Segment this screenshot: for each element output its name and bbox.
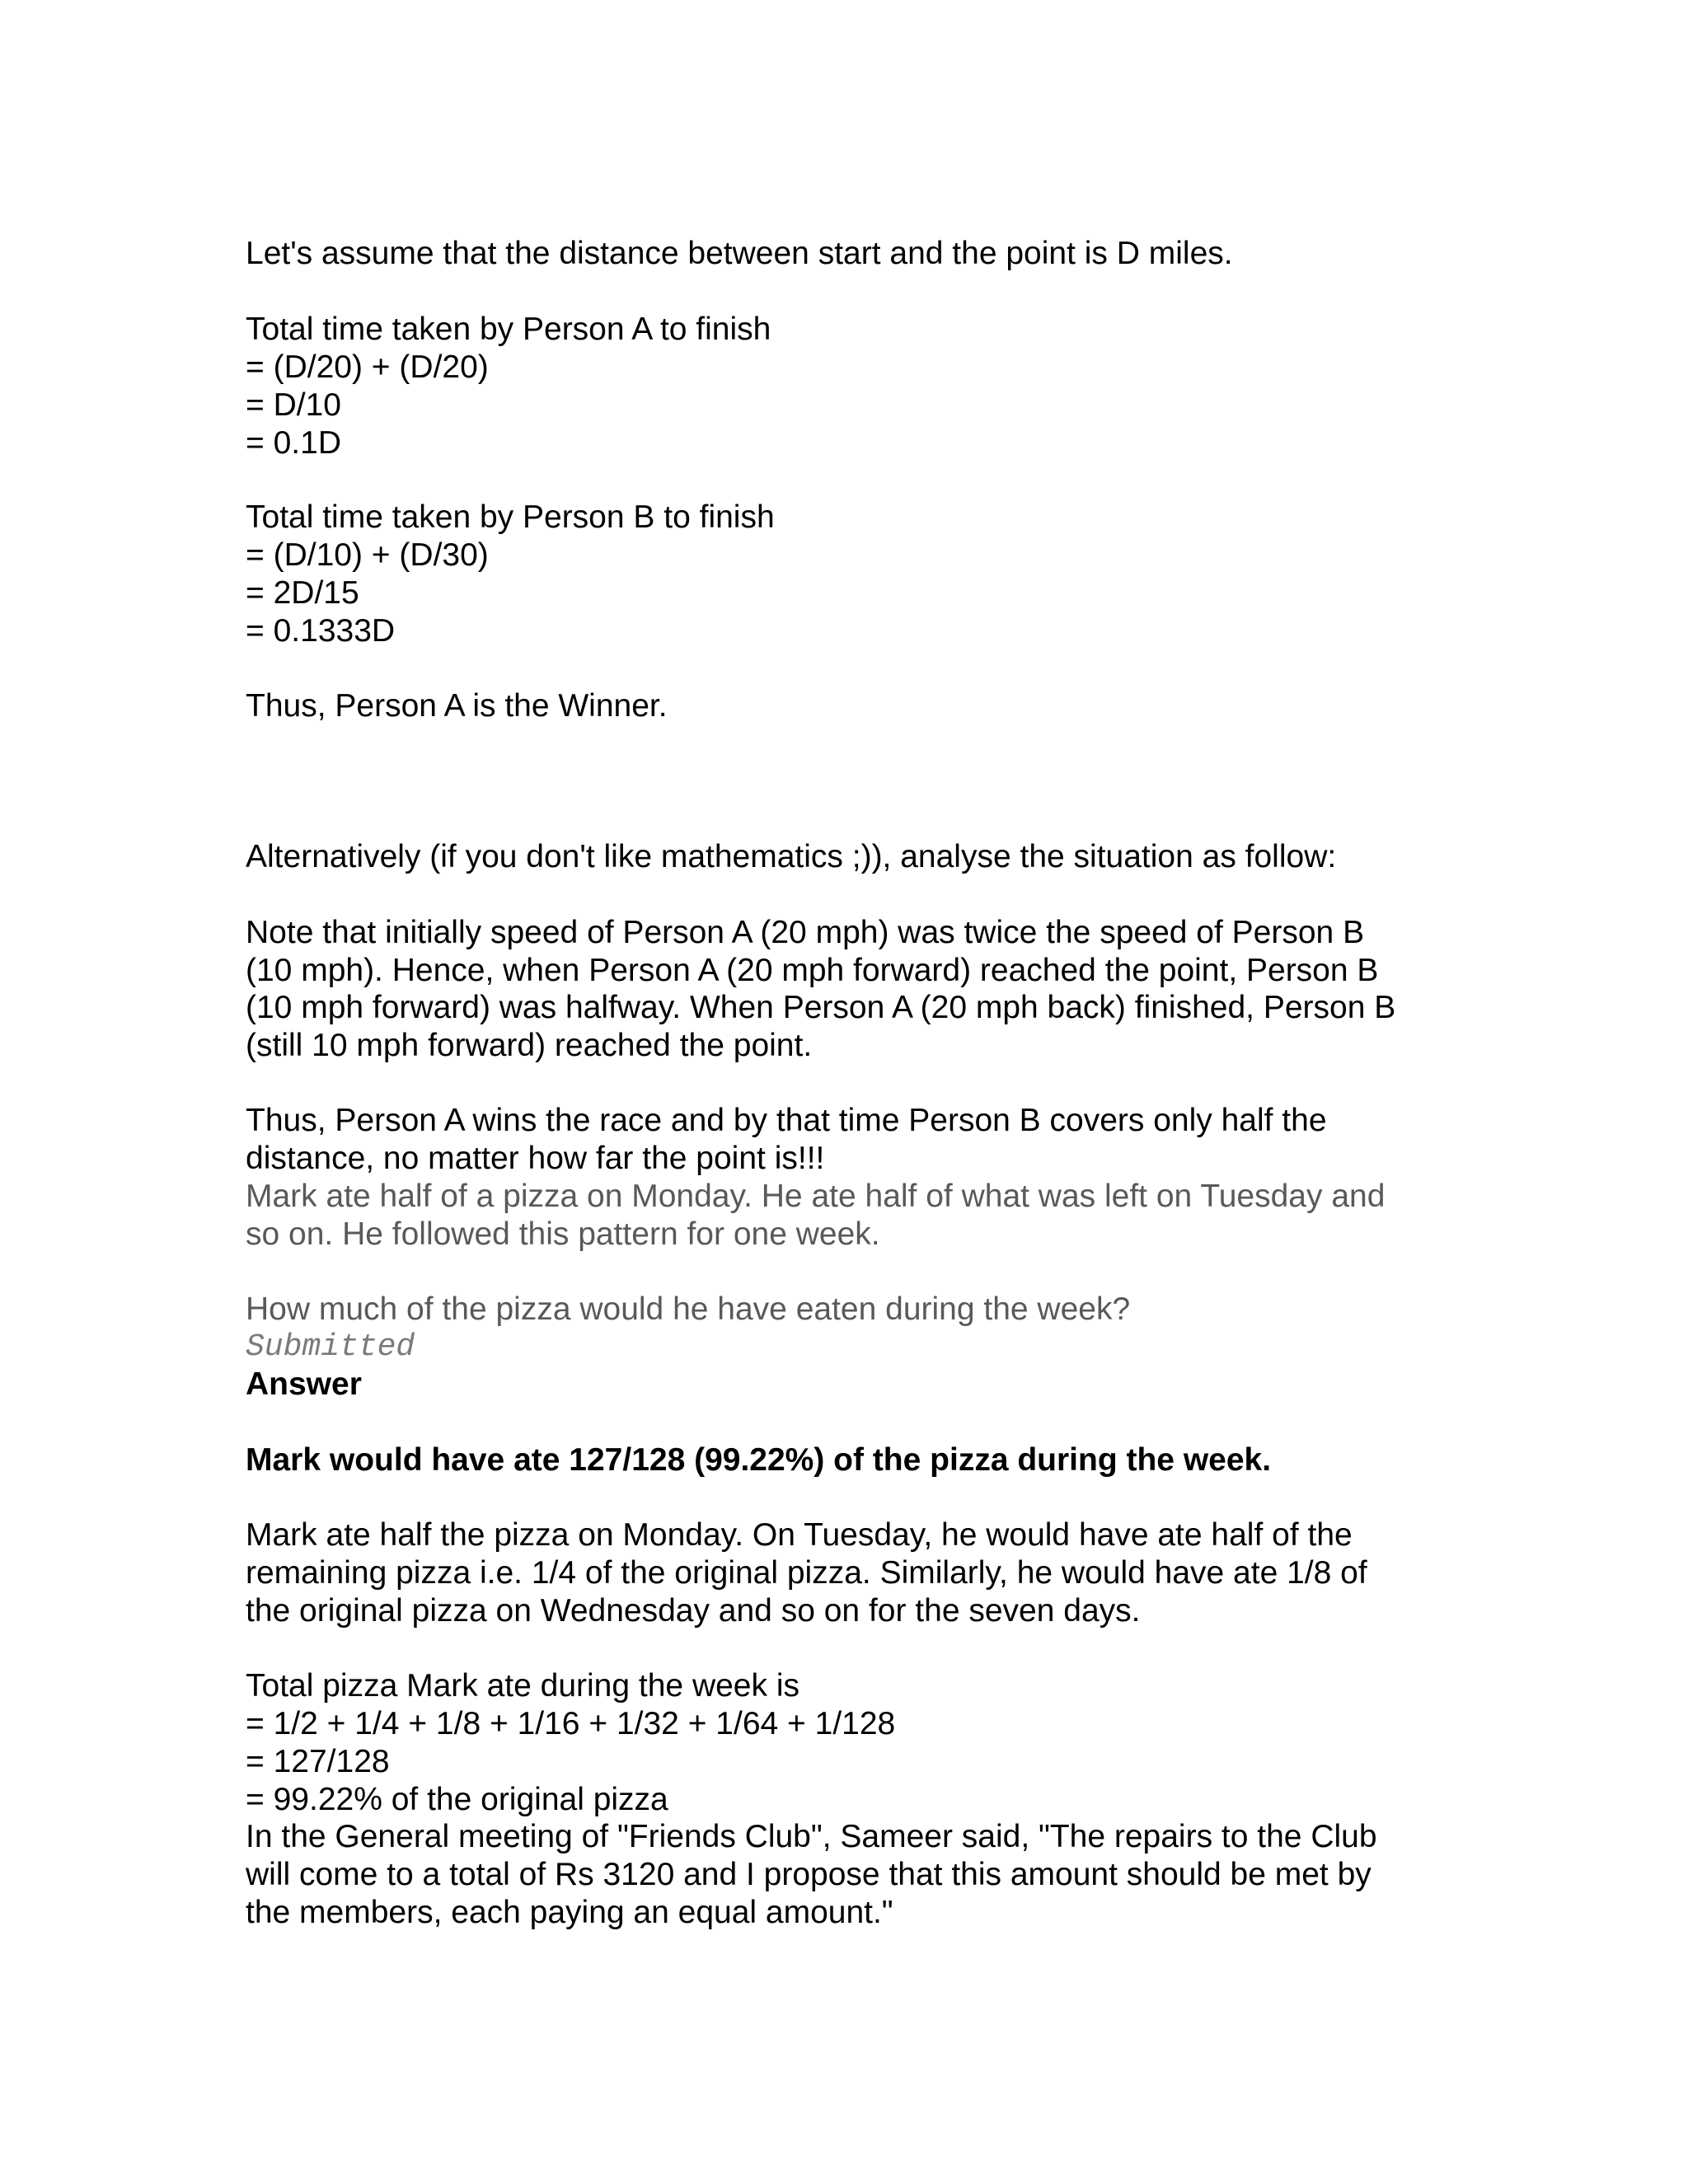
note-line: Note that initially speed of Person A (20 mph) was twice the speed of Person B <box>246 915 1365 950</box>
person-b-step: = 2D/15 <box>246 575 359 611</box>
person-b-heading: Total time taken by Person B to finish <box>246 499 775 535</box>
person-b-step: = (D/10) + (D/30) <box>246 537 489 573</box>
answer-heading: Answer <box>246 1366 362 1402</box>
intro-text: Let's assume that the distance between start and the point is D miles. <box>246 236 1233 271</box>
pizza-question-line: Mark ate half of a pizza on Monday. He ate half of what was left on Tuesday and <box>246 1179 1386 1214</box>
pizza-question: How much of the pizza would he have eaten during the week? <box>246 1291 1131 1327</box>
club-text-line: will come to a total of Rs 3120 and I propose that this amount should be met by <box>246 1857 1372 1892</box>
note-line: (10 mph forward) was halfway. When Person A (20 mph back) finished, Person B <box>246 990 1396 1025</box>
explanation-line: remaining pizza i.e. 1/4 of the original pizza. Similarly, he would have ate 1/8 of <box>246 1555 1367 1591</box>
explanation-line: the original pizza on Wednesday and so on for the seven days. <box>246 1593 1141 1629</box>
person-a-step: = (D/20) + (D/20) <box>246 349 489 385</box>
person-a-heading: Total time taken by Person A to finish <box>246 312 771 347</box>
person-b-result: = 0.1333D <box>246 613 396 649</box>
explanation-line: Mark ate half the pizza on Monday. On Tuesday, he would have ate half of the <box>246 1517 1353 1553</box>
total-result: = 99.22% of the original pizza <box>246 1782 668 1817</box>
club-text-line: the members, each paying an equal amount." <box>246 1895 893 1930</box>
conclusion-line: distance, no matter how far the point is!!! <box>246 1141 825 1176</box>
alternative-intro: Alternatively (if you don't like mathematics ;)), analyse the situation as follow: <box>246 839 1337 874</box>
note-line: (still 10 mph forward) reached the point. <box>246 1028 813 1063</box>
pizza-question-line: so on. He followed this pattern for one week. <box>246 1216 880 1252</box>
conclusion-line: Thus, Person A wins the race and by that time Person B covers only half the <box>246 1103 1327 1138</box>
winner-text: Thus, Person A is the Winner. <box>246 688 668 724</box>
answer-statement: Mark would have ate 127/128 (99.22%) of the pizza during the week. <box>246 1442 1272 1478</box>
person-a-step: = D/10 <box>246 387 341 423</box>
note-line: (10 mph). Hence, when Person A (20 mph forward) reached the point, Person B <box>246 953 1379 988</box>
person-a-result: = 0.1D <box>246 425 341 461</box>
club-text-line: In the General meeting of "Friends Club", Sameer said, "The repairs to the Club <box>246 1819 1377 1854</box>
total-step: = 127/128 <box>246 1744 390 1779</box>
total-step: = 1/2 + 1/4 + 1/8 + 1/16 + 1/32 + 1/64 + 1/128 <box>246 1706 896 1741</box>
total-heading: Total pizza Mark ate during the week is <box>246 1668 799 1704</box>
submitted-label: Submitted <box>246 1329 415 1365</box>
